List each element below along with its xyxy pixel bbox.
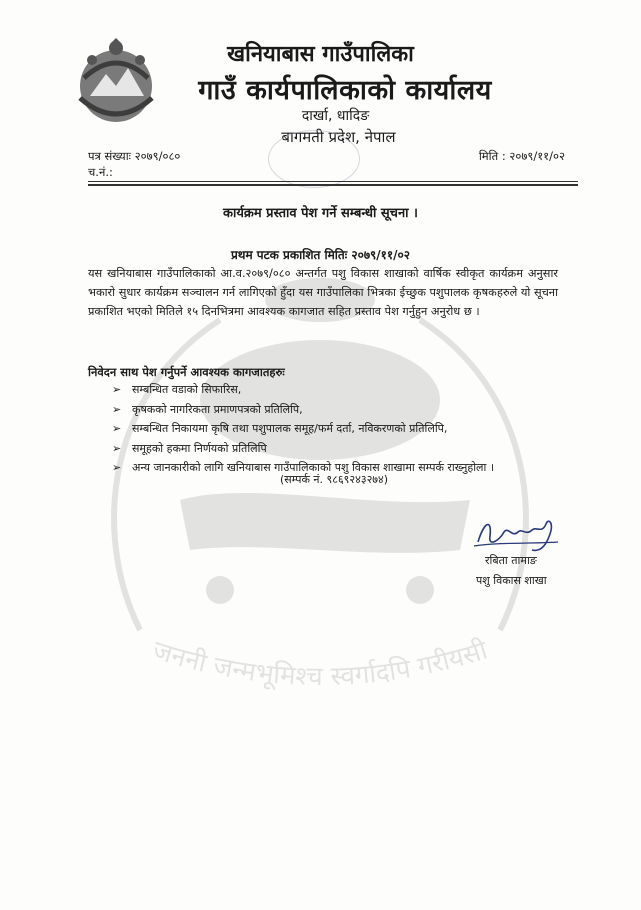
office-province: बागमती प्रदेश, नेपाल [281, 128, 396, 146]
requirements-list [112, 380, 572, 478]
requirement-text: कृषकको नागरिकता प्रमाणपत्रको प्रतिलिपि, [132, 402, 303, 416]
handwritten-signature [470, 512, 560, 556]
list-item [112, 400, 572, 420]
notice-body: यस खनियाबास गाउँपालिकाको आ.व.२०७९/०८० अन्तर्गत पशु विकास शाखाको वार्षिक स्वीकृत कार्यक्रम अनुसार भकारो सुधार कार्यक्रम सञ्चालन गर्न लागिएको हुँदा यस गाउँपालिका भित्रका ईच्छुक पशुपालक कृषकहरुले यो सूचना प्रकाशित भएको मितिले १५ दिनभित्रमा आवश्यक कागजात सहित प्रस्ताव पेश गर्नुहुन अनुरोध छ । [88, 267, 558, 318]
requirements-heading: निवेदन साथ पेश गर्नुपर्ने आवश्यक कागजातहरुः [88, 365, 285, 379]
requirement-text: समूहको हकमा निर्णयको प्रतिलिपि [132, 441, 267, 455]
header-divider [88, 181, 578, 182]
list-item [112, 380, 572, 400]
watermark-motto: जननी जन्मभूमिश्च स्वर्गादपि गरीयसी [149, 635, 491, 693]
list-item [112, 439, 572, 459]
arrow-bullet-icon: ➢ [112, 402, 122, 416]
office-stamp [268, 130, 360, 188]
letter-reference-number: पत्र संख्याः २०७९/०८० [88, 149, 181, 163]
office-location: दार्खा, धादिङ [301, 108, 370, 124]
requirement-text: सम्बन्धित वडाको सिफारिस, [132, 383, 242, 396]
arrow-bullet-icon: ➢ [112, 383, 122, 396]
published-date: प्रथम पटक प्रकाशित मितिः २०७९/११/०२ [230, 248, 411, 262]
header-divider-thick [88, 184, 578, 186]
list-item [112, 419, 572, 439]
requirement-text: अन्य जानकारीको लागि खनियाबास गाउँपालिकाको पशु विकास शाखामा सम्पर्क राख्नुहोला । [132, 461, 495, 474]
signatory-department: पशु विकास शाखा [476, 574, 547, 587]
dispatch-number: च.नं.: [88, 165, 113, 179]
letter-date: मिति : २०७९/११/०२ [478, 149, 565, 163]
contact-number: (सम्पर्क नं. ९८६९२४३२७४) [280, 473, 389, 486]
arrow-bullet-icon: ➢ [112, 441, 122, 455]
svg-text:जननी जन्मभूमिश्च स्वर्गादपि गर [149, 634, 492, 692]
office-name: गाउँ कार्यपालिकाको कार्यालय [198, 75, 492, 106]
arrow-bullet-icon: ➢ [112, 461, 122, 474]
arrow-bullet-icon: ➢ [112, 422, 122, 435]
municipality-name: खनियाबास गाउँपालिका [227, 42, 414, 67]
signatory-name: रबिता तामाङ [485, 554, 537, 567]
requirement-text: सम्बन्धित निकायमा कृषि तथा पशुपालक समूह/फर्म दर्ता, नविकरणको प्रतिलिपि, [132, 422, 448, 435]
notice-subject: कार्यक्रम प्रस्ताव पेश गर्ने सम्बन्धी सूचना । [223, 206, 418, 221]
